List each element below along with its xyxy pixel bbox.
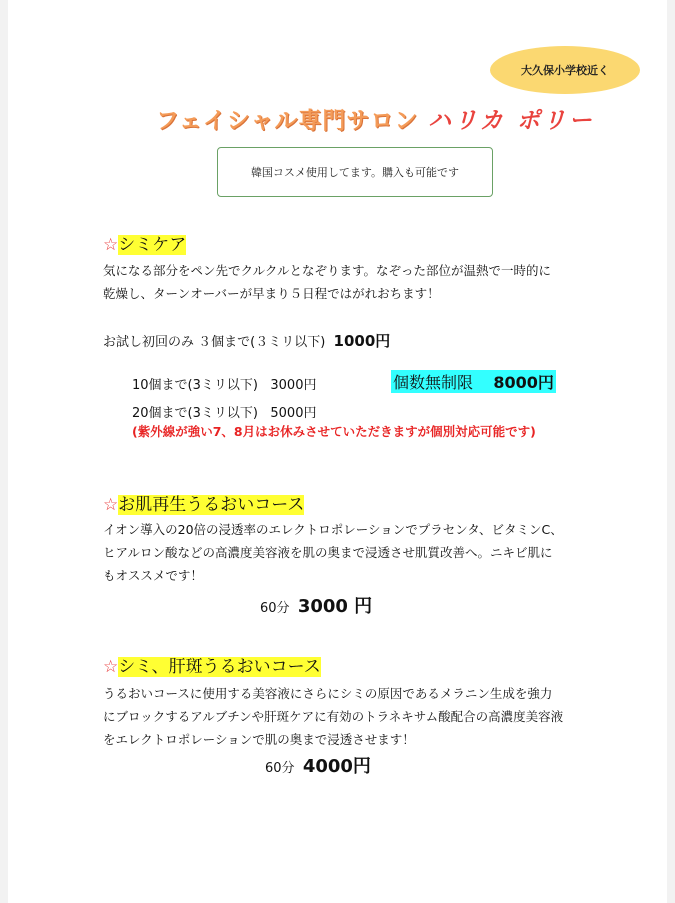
salon-name: ハリカ ポリー — [428, 108, 595, 134]
section-title: シミケア — [118, 235, 187, 255]
star-icon: ☆ — [103, 235, 119, 255]
notice-text: 韓国コスメ使用してます。購入も可能です — [250, 166, 460, 179]
price-20-label: 20個まで(3ミリ以下) — [132, 406, 258, 421]
course-duration: 60分 — [265, 761, 295, 776]
trial-price-line — [103, 330, 390, 351]
menu-page — [8, 0, 667, 903]
notice-box — [217, 147, 493, 197]
location-badge-text: 大久保小学校近く — [521, 64, 609, 77]
star-icon: ☆ — [103, 657, 119, 677]
summer-note: (紫外線が強い7、8月はお休みさせていただきますが個別対応可能です) — [132, 424, 536, 439]
price-10-line — [132, 374, 316, 393]
section-description — [103, 682, 603, 751]
description-line: 気になる部分をペン先でクルクルとなぞります。なぞった部位が温熱で一時的に — [103, 263, 552, 278]
price-20-line — [132, 402, 316, 421]
section-heading-melasma — [103, 652, 321, 677]
star-icon: ☆ — [103, 495, 119, 515]
salon-title: フェイシャル専門サロン — [156, 108, 419, 134]
section-description — [103, 518, 603, 587]
price-20-value: 5000円 — [270, 406, 317, 421]
course-price-line — [260, 592, 372, 618]
unlimited-price-highlight — [391, 370, 556, 393]
trial-label: お試し初回のみ ３個まで(３ミリ以下) — [103, 335, 326, 350]
description-line: 乾燥し、ターンオーバーが早まり５日程ではがれおちます！ — [103, 286, 440, 301]
description-line: にブロックするアルブチンや肝斑ケアに有効のトラネキサム酸配合の高濃度美容液 — [103, 709, 564, 724]
description-line: ヒアルロン酸などの高濃度美容液を肌の奥まで浸透させ肌質改善へ。ニキビ肌に — [103, 545, 553, 560]
course-price: 4000円 — [302, 756, 371, 777]
unlimited-label: 個数無制限 — [393, 373, 474, 392]
unlimited-price: 8000円 — [493, 373, 554, 392]
location-badge — [490, 46, 640, 94]
course-price: 3000 円 — [297, 596, 373, 617]
description-line: うるおいコースに使用する美容液にさらにシミの原因であるメラニン生成を強力 — [103, 686, 553, 701]
description-line: をエレクトロポレーションで肌の奥まで浸透させます！ — [103, 732, 415, 747]
section-description — [103, 259, 603, 305]
price-10-label: 10個まで(3ミリ以下) — [132, 378, 258, 393]
trial-price: 1000円 — [333, 332, 391, 350]
course-duration: 60分 — [260, 601, 290, 616]
section-heading-skin-regeneration — [103, 490, 304, 515]
price-10-value: 3000円 — [270, 378, 317, 393]
section-heading-shimi-care — [103, 230, 186, 255]
description-line: イオン導入の20倍の浸透率のエレクトロポレーションでプラセンタ、ビタミンC、 — [103, 522, 563, 537]
section-title: シミ、肝斑うるおいコース — [118, 657, 321, 677]
description-line: もオススメです！ — [103, 568, 203, 583]
course-price-line — [265, 752, 371, 778]
section-title: お肌再生うるおいコース — [118, 495, 305, 515]
